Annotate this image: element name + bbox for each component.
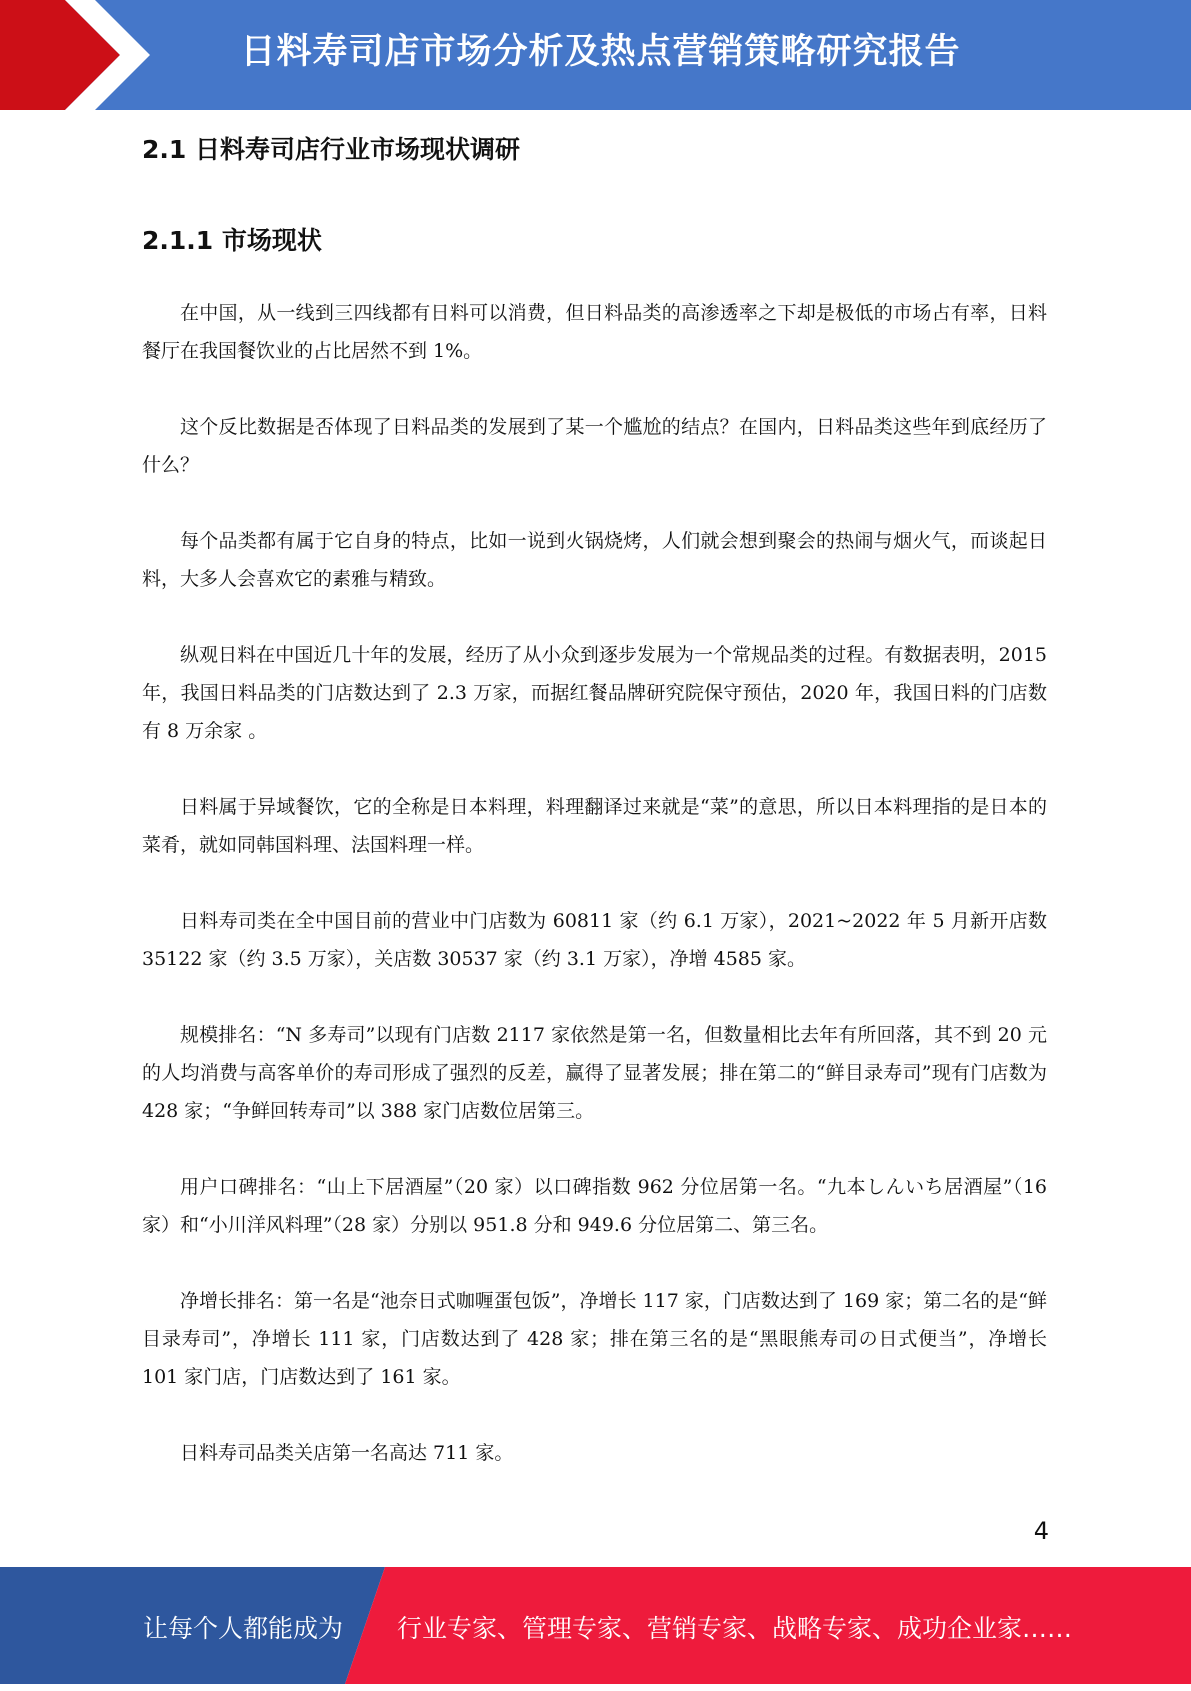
report-title: 日料寿司店市场分析及热点营销策略研究报告 xyxy=(240,32,961,72)
paragraph: 纵观日料在中国近几十年的发展，经历了从小众到逐步发展为一个常规品类的过程。有数据表明，2015 年，我国日料品类的门店数达到了 2.3 万家，而据红餐品牌研究院保守预估，2020 年，我国日料的门店数有 8 万余家 。 xyxy=(142,644,1047,742)
paragraph: 在中国，从一线到三四线都有日料可以消费，但日料品类的高渗透率之下却是极低的市场占有率，日料餐厅在我国餐饮业的占比居然不到 1%。 xyxy=(142,302,1047,362)
footer-slogan-left: 让每个人都能成为 xyxy=(143,1614,344,1643)
paragraph: 规模排名：“N 多寿司”以现有门店数 2117 家依然是第一名，但数量相比去年有所回落，其不到 20 元的人均消费与高客单价的寿司形成了强烈的反差，赢得了显著发展；排在第二的“鲜目录寿司”现有门店数为 428 家；“争鲜回转寿司”以 388 家门店数位居第三。 xyxy=(142,1024,1047,1122)
paragraph: 日料属于异域餐饮，它的全称是日本料理，料理翻译过来就是“菜”的意思，所以日本料理指的是日本的菜肴，就如同韩国料理、法国料理一样。 xyxy=(142,796,1047,856)
section-heading: 2.1 日料寿司店行业市场现状调研 xyxy=(142,135,520,164)
subsection-heading: 2.1.1 市场现状 xyxy=(142,226,322,255)
footer-banner xyxy=(0,1567,1191,1684)
paragraph: 这个反比数据是否体现了日料品类的发展到了某一个尴尬的结点？在国内，日料品类这些年到底经历了什么？ xyxy=(142,416,1047,476)
paragraph: 净增长排名：第一名是“池奈日式咖喱蛋包饭”，净增长 117 家，门店数达到了 169 家；第二名的是“鲜目录寿司”，净增长 111 家，门店数达到了 428 家；排在第三名的是“黑眼熊寿司の日式便当”，净增长 101 家门店，门店数达到了 161 家。 xyxy=(142,1290,1047,1388)
paragraph: 日料寿司类在全中国目前的营业中门店数为 60811 家（约 6.1 万家），2021~2022 年 5 月新开店数 35122 家（约 3.5 万家），关店数 30537 家（约 3.1 万家），净增 4585 家。 xyxy=(142,910,1047,970)
header-banner xyxy=(0,0,1191,110)
paragraph: 日料寿司品类关店第一名高达 711 家。 xyxy=(180,1442,514,1464)
paragraph: 用户口碑排名：“山上下居酒屋”（20 家）以口碑指数 962 分位居第一名。“九本しんいち居酒屋”（16 家）和“小川洋风料理”（28 家）分别以 951.8 分和 949.6 分位居第二、第三名。 xyxy=(142,1176,1047,1236)
page-number: 4 xyxy=(1033,1517,1049,1545)
document-body xyxy=(142,130,1047,1472)
footer-slogan-right: 行业专家、管理专家、营销专家、战略专家、成功企业家…… xyxy=(397,1614,1073,1643)
paragraph: 每个品类都有属于它自身的特点，比如一说到火锅烧烤，人们就会想到聚会的热闹与烟火气，而谈起日料，大多人会喜欢它的素雅与精致。 xyxy=(142,530,1047,590)
